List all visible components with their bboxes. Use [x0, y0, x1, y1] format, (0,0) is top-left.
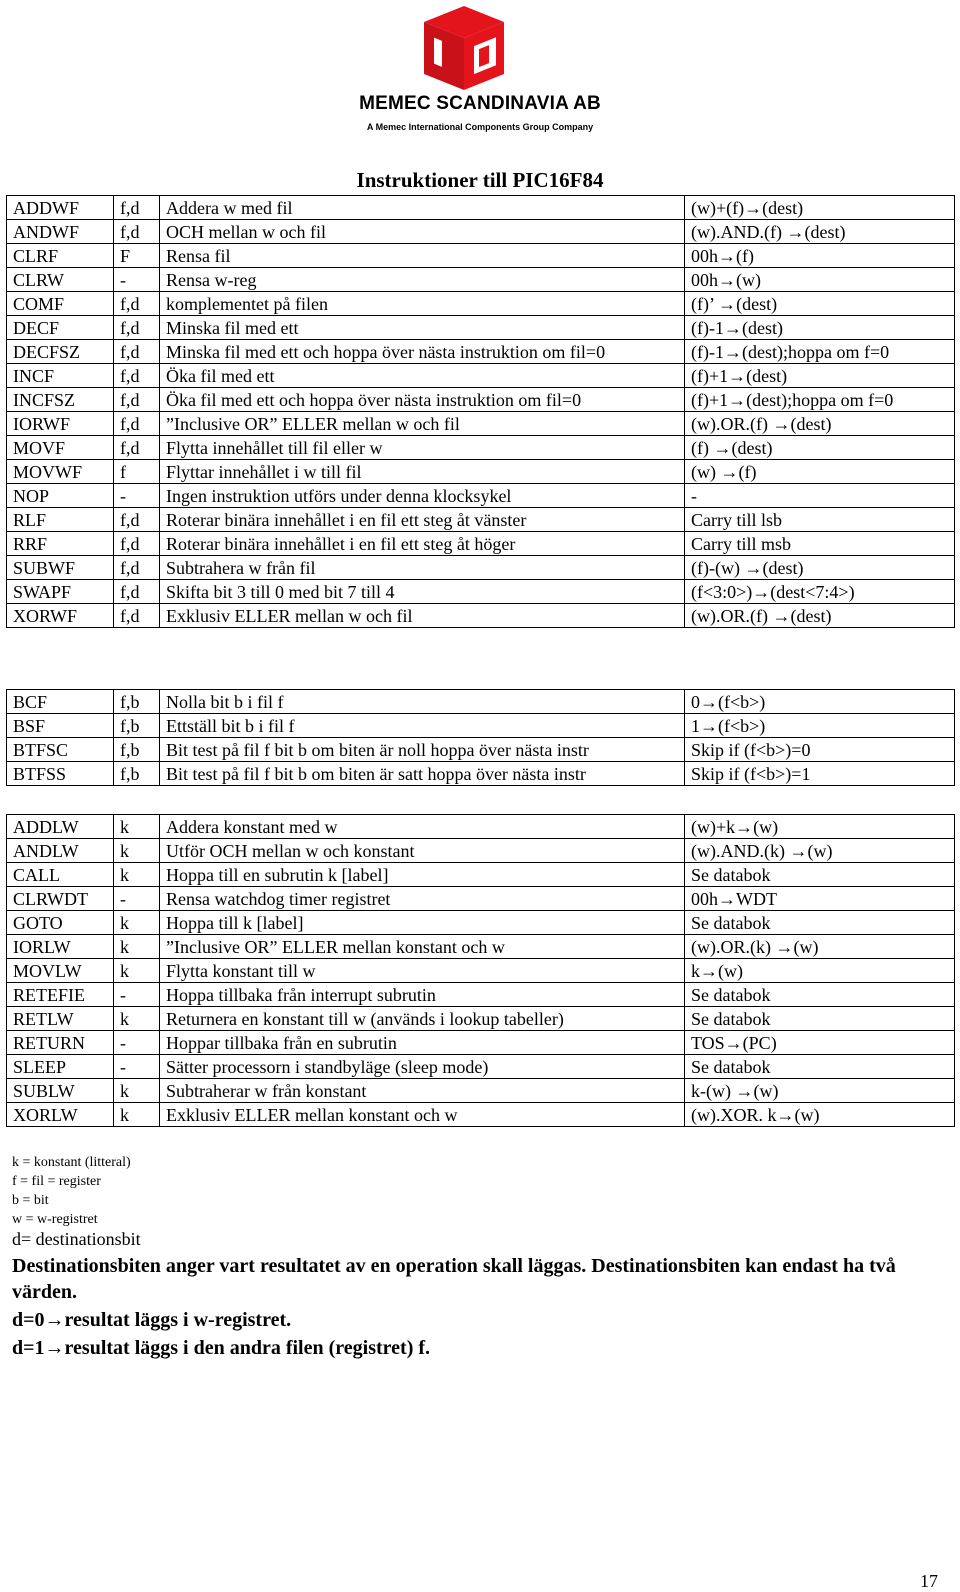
description-cell: Hoppa till k [label] [160, 911, 685, 935]
operands-cell: - [114, 1031, 160, 1055]
operation-cell: (w).XOR. k→(w) [685, 1103, 955, 1127]
mnemonic-cell: BSF [7, 714, 114, 738]
operation-cell: (f)-1→(dest) [685, 316, 955, 340]
table-row [7, 436, 955, 460]
description-cell: Utför OCH mellan w och konstant [160, 839, 685, 863]
operands-cell: f [114, 460, 160, 484]
table-row [7, 484, 955, 508]
operation-cell: (w).AND.(k) →(w) [685, 839, 955, 863]
mnemonic-cell: CLRWDT [7, 887, 114, 911]
table-row [7, 1103, 955, 1127]
operation-cell: 0→(f<b>) [685, 690, 955, 714]
table-row [7, 1079, 955, 1103]
description-cell: Flytta innehållet till fil eller w [160, 436, 685, 460]
mnemonic-cell: CLRW [7, 268, 114, 292]
operands-cell: k [114, 1079, 160, 1103]
mnemonic-cell: BTFSS [7, 762, 114, 786]
table-row [7, 532, 955, 556]
description-cell: Returnera en konstant till w (används i lookup tabeller) [160, 1007, 685, 1031]
note-paragraph: d=0→resultat läggs i w-registret. [12, 1309, 292, 1331]
table-row [7, 911, 955, 935]
mnemonic-cell: RETEFIE [7, 983, 114, 1007]
description-cell: Subtrahera w från fil [160, 556, 685, 580]
operation-cell: (f)-1→(dest);hoppa om f=0 [685, 340, 955, 364]
description-cell: Öka fil med ett och hoppa över nästa instruktion om fil=0 [160, 388, 685, 412]
mnemonic-cell: XORLW [7, 1103, 114, 1127]
note-paragraph: d=1→resultat läggs i den andra filen (registret) f. [12, 1337, 431, 1359]
operands-cell: - [114, 484, 160, 508]
operands-cell: f,d [114, 340, 160, 364]
legend-item: f = fil = register [12, 1174, 101, 1189]
company-name: MEMEC SCANDINAVIA AB [359, 93, 601, 114]
operands-cell: k [114, 839, 160, 863]
destination-notes [12, 1253, 942, 1361]
description-cell: Bit test på fil f bit b om biten är noll hoppa över nästa instr [160, 738, 685, 762]
company-tagline: A Memec International Components Group Company [366, 122, 594, 132]
mnemonic-cell: DECF [7, 316, 114, 340]
operation-cell: Carry till lsb [685, 508, 955, 532]
operation-cell: (w)+k→(w) [685, 815, 955, 839]
mnemonic-cell: IORWF [7, 412, 114, 436]
operands-cell: f,d [114, 436, 160, 460]
operation-cell: 00h→(f) [685, 244, 955, 268]
operands-cell: f,d [114, 412, 160, 436]
operands-cell: f,d [114, 364, 160, 388]
table-row [7, 364, 955, 388]
description-cell: Rensa watchdog timer registret [160, 887, 685, 911]
operation-cell: Skip if (f<b>)=0 [685, 738, 955, 762]
operands-cell: - [114, 983, 160, 1007]
operation-cell: TOS→(PC) [685, 1031, 955, 1055]
table-row [7, 762, 955, 786]
table-row [7, 316, 955, 340]
operation-cell: Se databok [685, 983, 955, 1007]
table-row [7, 604, 955, 628]
operation-cell: - [685, 484, 955, 508]
mnemonic-cell: CALL [7, 863, 114, 887]
table-row [7, 196, 955, 220]
mnemonic-cell: ADDWF [7, 196, 114, 220]
operands-cell: f,d [114, 196, 160, 220]
description-cell: Flyttar innehållet i w till fil [160, 460, 685, 484]
mnemonic-cell: CLRF [7, 244, 114, 268]
description-cell: Öka fil med ett [160, 364, 685, 388]
table-row [7, 863, 955, 887]
description-cell: komplementet på filen [160, 292, 685, 316]
operands-cell: f,d [114, 604, 160, 628]
mnemonic-cell: IORLW [7, 935, 114, 959]
table-row [7, 508, 955, 532]
operation-cell: (w).OR.(f) →(dest) [685, 604, 955, 628]
description-cell: Roterar binära innehållet i en fil ett steg åt höger [160, 532, 685, 556]
mnemonic-cell: MOVF [7, 436, 114, 460]
description-cell: Rensa w-reg [160, 268, 685, 292]
description-cell: Subtraherar w från konstant [160, 1079, 685, 1103]
operands-cell: f,d [114, 220, 160, 244]
table-row [7, 1055, 955, 1079]
table-row [7, 839, 955, 863]
operands-cell: f,d [114, 292, 160, 316]
operation-cell: (w)+(f)→(dest) [685, 196, 955, 220]
mnemonic-cell: ANDWF [7, 220, 114, 244]
mnemonic-cell: INCFSZ [7, 388, 114, 412]
mnemonic-cell: BCF [7, 690, 114, 714]
mnemonic-cell: RETURN [7, 1031, 114, 1055]
description-cell: Ettställ bit b i fil f [160, 714, 685, 738]
description-cell: Hoppa till en subrutin k [label] [160, 863, 685, 887]
operands-cell: f,d [114, 532, 160, 556]
operands-cell: - [114, 887, 160, 911]
description-cell: Addera w med fil [160, 196, 685, 220]
table-row [7, 1031, 955, 1055]
mnemonic-cell: SUBWF [7, 556, 114, 580]
description-cell: Flytta konstant till w [160, 959, 685, 983]
operands-cell: f,d [114, 508, 160, 532]
table-row [7, 412, 955, 436]
operands-cell: k [114, 815, 160, 839]
table-row [7, 935, 955, 959]
operands-cell: f,d [114, 556, 160, 580]
operation-cell: 1→(f<b>) [685, 714, 955, 738]
mnemonic-cell: NOP [7, 484, 114, 508]
description-cell: Exklusiv ELLER mellan konstant och w [160, 1103, 685, 1127]
operands-cell: F [114, 244, 160, 268]
operands-cell: - [114, 1055, 160, 1079]
legend [12, 1153, 131, 1229]
mnemonic-cell: SLEEP [7, 1055, 114, 1079]
description-cell: OCH mellan w och fil [160, 220, 685, 244]
operands-cell: k [114, 1007, 160, 1031]
operands-cell: f,d [114, 316, 160, 340]
description-cell: Hoppa tillbaka från interrupt subrutin [160, 983, 685, 1007]
mnemonic-cell: RLF [7, 508, 114, 532]
mnemonic-cell: MOVWF [7, 460, 114, 484]
operands-cell: f,b [114, 690, 160, 714]
mnemonic-cell: SUBLW [7, 1079, 114, 1103]
description-cell: Nolla bit b i fil f [160, 690, 685, 714]
operands-cell: k [114, 935, 160, 959]
operation-cell: Se databok [685, 911, 955, 935]
table-row [7, 556, 955, 580]
operation-cell: (w).OR.(k) →(w) [685, 935, 955, 959]
operands-cell: f,b [114, 762, 160, 786]
table-row [7, 220, 955, 244]
literal-control-instructions-table [6, 814, 955, 1127]
operation-cell: (w).OR.(f) →(dest) [685, 412, 955, 436]
table-row [7, 340, 955, 364]
mnemonic-cell: RRF [7, 532, 114, 556]
operation-cell: (f)’ →(dest) [685, 292, 955, 316]
description-cell: Minska fil med ett [160, 316, 685, 340]
operation-cell: (f)-(w) →(dest) [685, 556, 955, 580]
table-row [7, 268, 955, 292]
description-cell: Roterar binära innehållet i en fil ett steg åt vänster [160, 508, 685, 532]
operation-cell: Se databok [685, 1055, 955, 1079]
destination-bit-definition: d= destinationsbit [12, 1229, 141, 1249]
table-row [7, 983, 955, 1007]
operation-cell: 00h→WDT [685, 887, 955, 911]
mnemonic-cell: SWAPF [7, 580, 114, 604]
table-row [7, 714, 955, 738]
mnemonic-cell: COMF [7, 292, 114, 316]
operation-cell: (f) →(dest) [685, 436, 955, 460]
operation-cell: Se databok [685, 863, 955, 887]
operation-cell: (w) →(f) [685, 460, 955, 484]
mnemonic-cell: RETLW [7, 1007, 114, 1031]
description-cell: Minska fil med ett och hoppa över nästa instruktion om fil=0 [160, 340, 685, 364]
description-cell: Exklusiv ELLER mellan w och fil [160, 604, 685, 628]
operation-cell: 00h→(w) [685, 268, 955, 292]
description-cell: Sätter processorn i standbyläge (sleep mode) [160, 1055, 685, 1079]
table-row [7, 244, 955, 268]
operands-cell: f,d [114, 580, 160, 604]
table-row [7, 388, 955, 412]
description-cell: Skifta bit 3 till 0 med bit 7 till 4 [160, 580, 685, 604]
operands-cell: f,b [114, 738, 160, 762]
bit-oriented-instructions-table [6, 689, 955, 786]
page-title: Instruktioner till PIC16F84 [356, 168, 604, 192]
table-row [7, 815, 955, 839]
mnemonic-cell: DECFSZ [7, 340, 114, 364]
mnemonic-cell: ADDLW [7, 815, 114, 839]
operands-cell: k [114, 1103, 160, 1127]
description-cell: ”Inclusive OR” ELLER mellan konstant och w [160, 935, 685, 959]
byte-oriented-instructions-table [6, 195, 955, 628]
mnemonic-cell: INCF [7, 364, 114, 388]
operation-cell: (f)+1→(dest);hoppa om f=0 [685, 388, 955, 412]
note-paragraph: Destinationsbiten anger vart resultatet av en operation skall läggas. Destinationsbiten kan endast ha två värden. [12, 1255, 896, 1303]
table-row [7, 887, 955, 911]
table-row [7, 1007, 955, 1031]
table-row [7, 690, 955, 714]
operands-cell: - [114, 268, 160, 292]
operands-cell: k [114, 863, 160, 887]
table-row [7, 959, 955, 983]
table-row [7, 292, 955, 316]
operation-cell: (f<3:0>)→(dest<7:4>) [685, 580, 955, 604]
operation-cell: Carry till msb [685, 532, 955, 556]
legend-item: b = bit [12, 1193, 49, 1208]
table-row [7, 580, 955, 604]
operands-cell: k [114, 959, 160, 983]
legend-item: w = w-registret [12, 1212, 98, 1227]
page-number: 17 [920, 1571, 938, 1591]
mnemonic-cell: XORWF [7, 604, 114, 628]
operation-cell: k-(w) →(w) [685, 1079, 955, 1103]
description-cell: ”Inclusive OR” ELLER mellan w och fil [160, 412, 685, 436]
description-cell: Bit test på fil f bit b om biten är satt hoppa över nästa instr [160, 762, 685, 786]
legend-item: k = konstant (litteral) [12, 1155, 131, 1170]
mnemonic-cell: MOVLW [7, 959, 114, 983]
operation-cell: Se databok [685, 1007, 955, 1031]
description-cell: Hoppar tillbaka från en subrutin [160, 1031, 685, 1055]
description-cell: Ingen instruktion utförs under denna klocksykel [160, 484, 685, 508]
operands-cell: k [114, 911, 160, 935]
operation-cell: Skip if (f<b>)=1 [685, 762, 955, 786]
table-row [7, 738, 955, 762]
operation-cell: (w).AND.(f) →(dest) [685, 220, 955, 244]
mnemonic-cell: ANDLW [7, 839, 114, 863]
description-cell: Rensa fil [160, 244, 685, 268]
table-row [7, 460, 955, 484]
operation-cell: k→(w) [685, 959, 955, 983]
operation-cell: (f)+1→(dest) [685, 364, 955, 388]
mnemonic-cell: BTFSC [7, 738, 114, 762]
memec-logo-icon [420, 4, 508, 94]
operands-cell: f,b [114, 714, 160, 738]
description-cell: Addera konstant med w [160, 815, 685, 839]
operands-cell: f,d [114, 388, 160, 412]
mnemonic-cell: GOTO [7, 911, 114, 935]
